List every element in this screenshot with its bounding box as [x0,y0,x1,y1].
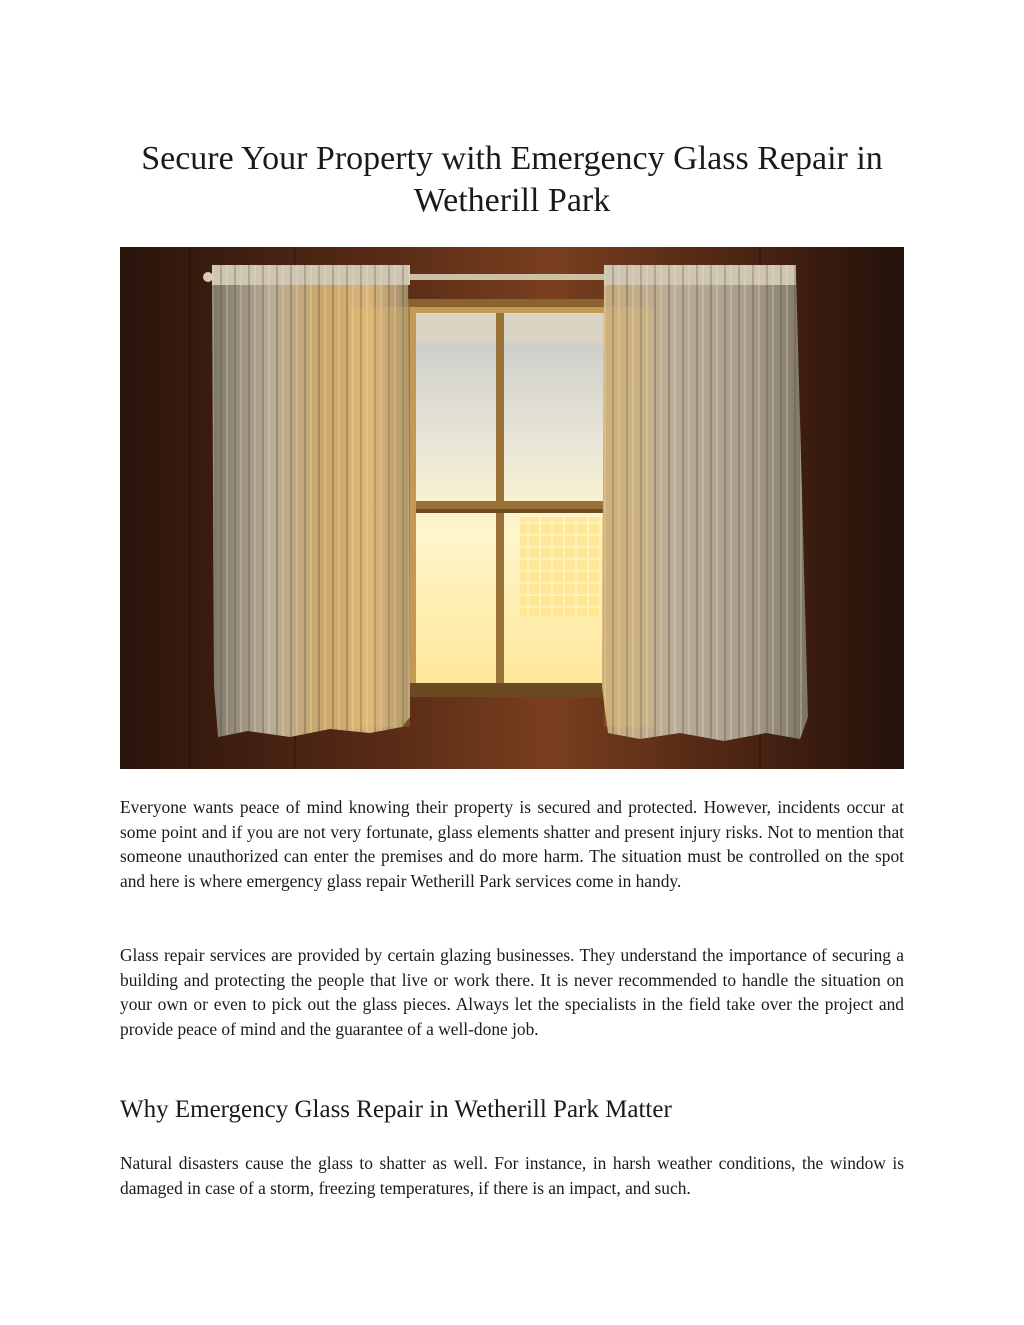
section-paragraph: Natural disasters cause the glass to shatter as well. For instance, in harsh weather conditions, the window is damaged in case of a storm, freezing temperatures, if there is an impact, and such. [120,1153,904,1198]
section-heading: Why Emergency Glass Repair in Wetherill Park Matter [120,1096,672,1123]
services-paragraph: Glass repair services are provided by certain glazing businesses. They understand the importance of securing a building and protecting the people that live or work there. It is never recommended to handle the situation on your own or even to pick out the glass pieces. Always let the specialists in the field take over the project and provide peace of mind and the guarantee of a well-done job. [120,945,904,1039]
window-with-curtains-photo-icon [120,247,904,769]
intro-paragraph: Everyone wants peace of mind knowing their property is secured and protected. However, incidents occur at some point and if you are not very fortunate, glass elements shatter and present injury risks. Not to mention that someone unauthorized can enter the premises and do more harm. The situation must be controlled on the spot and here is where emergency glass repair Wetherill Park services come in handy. [120,797,904,891]
page-title: Secure Your Property with Emergency Glass Repair in Wetherill Park [141,140,883,219]
hero-image [120,247,904,769]
